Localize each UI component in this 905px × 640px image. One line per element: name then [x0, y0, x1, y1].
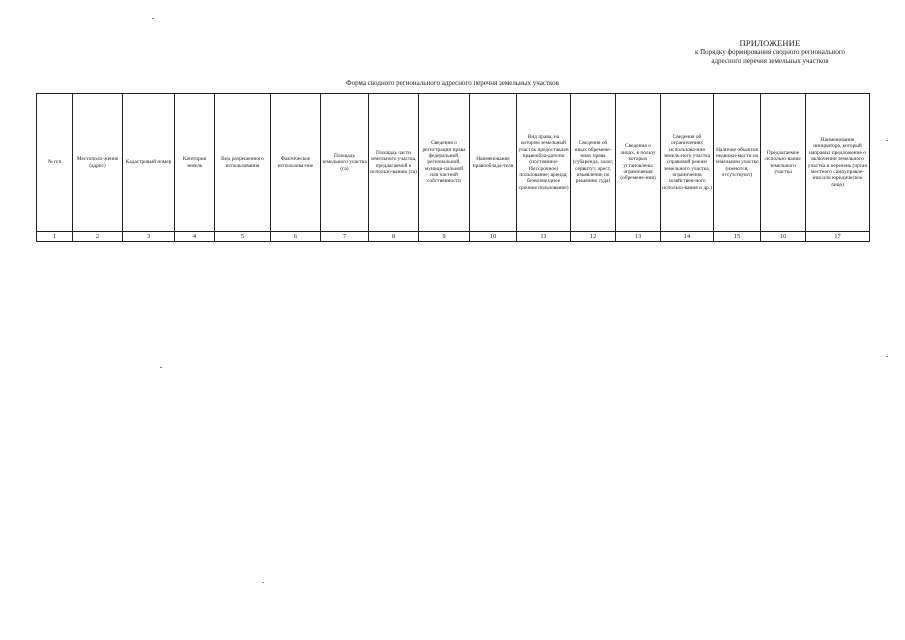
header-cell: Наличие объектов недвижи-мости на земельном участке (имеются, отсутствуют) [714, 94, 761, 232]
scan-speck [886, 140, 888, 141]
appendix-line-2: адресного перечня земельных участков [711, 56, 829, 65]
column-number: 1 [37, 232, 73, 242]
column-number: 7 [321, 232, 369, 242]
column-number: 4 [175, 232, 215, 242]
header-cell: Предлагаемое использо-вание земельного участка [761, 94, 806, 232]
column-number: 9 [419, 232, 470, 242]
register-table [36, 93, 870, 242]
header-cell: Наименование инициатора, который направил предложение о включении земельного участка в перечень (орган местного самоуправле-ния или юридическое лицо) [806, 94, 870, 232]
header-cell: Вид разрешенного использования [215, 94, 271, 232]
appendix-heading [640, 38, 900, 65]
header-cell: Кадастровый номер [123, 94, 175, 232]
column-number: 10 [470, 232, 517, 242]
column-number: 6 [271, 232, 321, 242]
column-number: 14 [661, 232, 714, 242]
header-cell: Площадь земельного участка (га) [321, 94, 369, 232]
column-number: 16 [761, 232, 806, 242]
header-cell: Площадь части земельного участка, предлагаемой к использо-ванию (га) [369, 94, 419, 232]
column-number: 15 [714, 232, 761, 242]
header-cell: Сведения о лицах, в пользу которых установлены ограничения (обремене-ния) [616, 94, 661, 232]
column-number: 17 [806, 232, 870, 242]
header-row [37, 94, 870, 232]
header-cell: № п/п [37, 94, 73, 232]
header-cell: Местополо-жение (адрес) [73, 94, 123, 232]
header-cell: Категория земель [175, 94, 215, 232]
column-number-row [37, 232, 870, 242]
column-number: 11 [517, 232, 571, 242]
form-title: Форма сводного регионального адресного перечня земельных участков [346, 79, 559, 87]
scan-speck [262, 582, 264, 583]
scan-speck [886, 356, 888, 357]
header-cell: Наименование правооблада-теля [470, 94, 517, 232]
column-number: 12 [571, 232, 616, 242]
column-number: 3 [123, 232, 175, 242]
column-number: 2 [73, 232, 123, 242]
appendix-title: ПРИЛОЖЕНИЕ [739, 38, 801, 48]
column-number: 13 [616, 232, 661, 242]
header-cell: Вид права, на котором земельный участок предоставлен правообла-дателю (постоянное (бессрочное) пользование; аренда; безвозмездное срочное пользование) [517, 94, 571, 232]
column-number: 8 [369, 232, 419, 242]
scan-speck [152, 18, 154, 19]
header-cell: Сведения об иных обремене-ниях права (субаренда, залог, сервитут, арест, изъявление по решению суда) [571, 94, 616, 232]
header-cell: Сведения об ограничениях использова-ния земель-ного участка (правовой режим земельного участка, ограничения хозяйствен-ного использо-вания и др.) [661, 94, 714, 232]
header-cell: Сведения о регистрации права федеральной, региональной, муници-пальной или частной собственности [419, 94, 470, 232]
header-cell: Фактическое использова-ние [271, 94, 321, 232]
appendix-line-1: к Порядку формирования сводного регионального [694, 48, 846, 57]
scan-speck [160, 367, 162, 368]
column-number: 5 [215, 232, 271, 242]
